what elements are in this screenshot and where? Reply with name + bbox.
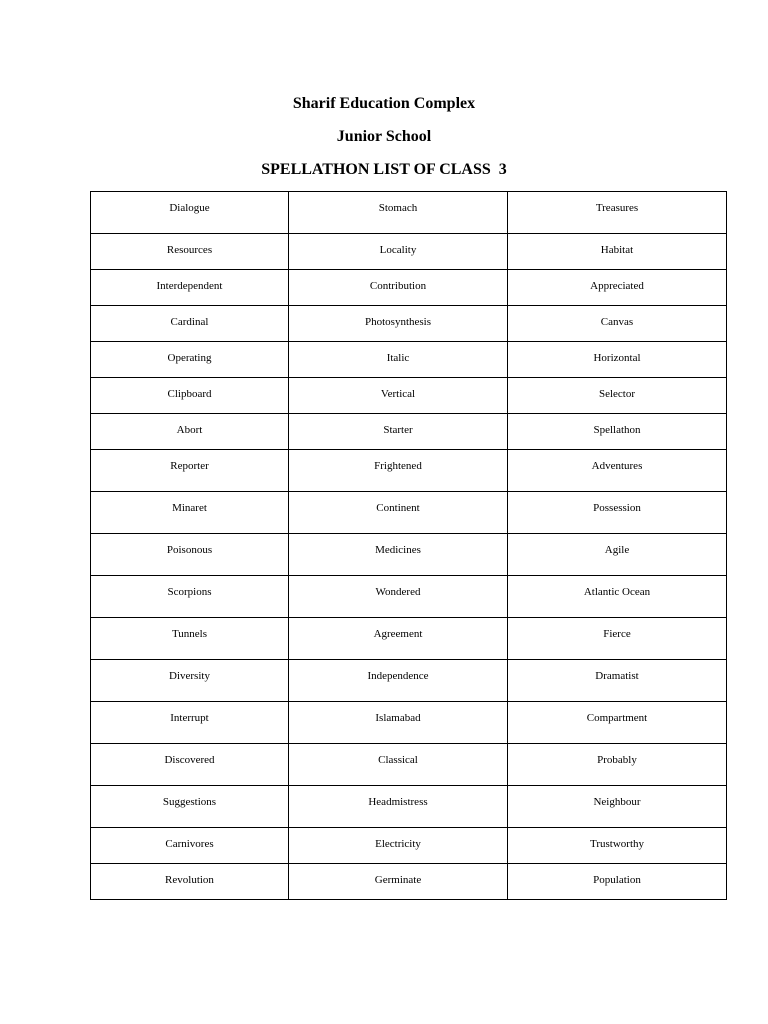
school-section: Junior School — [336, 128, 432, 145]
word-cell: Habitat — [508, 234, 727, 270]
word-cell: Spellathon — [508, 414, 727, 450]
word-cell: Poisonous — [91, 534, 289, 576]
word-cell: Horizontal — [508, 342, 727, 378]
table-row — [91, 414, 727, 450]
word-cell: Operating — [91, 342, 289, 378]
word-cell: Population — [508, 864, 727, 900]
word-cell: Dialogue — [91, 192, 289, 234]
word-cell: Photosynthesis — [289, 306, 508, 342]
word-cell: Diversity — [91, 660, 289, 702]
word-cell: Revolution — [91, 864, 289, 900]
word-cell: Atlantic Ocean — [508, 576, 727, 618]
word-cell: Scorpions — [91, 576, 289, 618]
table-row — [91, 492, 727, 534]
word-cell: Fierce — [508, 618, 727, 660]
word-cell: Agile — [508, 534, 727, 576]
word-cell: Reporter — [91, 450, 289, 492]
word-cell: Wondered — [289, 576, 508, 618]
word-cell: Headmistress — [289, 786, 508, 828]
table-row — [91, 744, 727, 786]
word-cell: Clipboard — [91, 378, 289, 414]
word-cell: Possession — [508, 492, 727, 534]
word-cell: Cardinal — [91, 306, 289, 342]
table-row — [91, 234, 727, 270]
word-cell: Discovered — [91, 744, 289, 786]
word-cell: Independence — [289, 660, 508, 702]
word-cell: Agreement — [289, 618, 508, 660]
table-row — [91, 342, 727, 378]
table-row — [91, 576, 727, 618]
word-cell: Canvas — [508, 306, 727, 342]
word-cell: Minaret — [91, 492, 289, 534]
table-row — [91, 660, 727, 702]
table-row — [91, 378, 727, 414]
word-cell: Classical — [289, 744, 508, 786]
word-cell: Germinate — [289, 864, 508, 900]
word-cell: Italic — [289, 342, 508, 378]
word-cell: Islamabad — [289, 702, 508, 744]
word-cell: Abort — [91, 414, 289, 450]
table-row — [91, 534, 727, 576]
table-row — [91, 828, 727, 864]
table-row — [91, 618, 727, 660]
word-cell: Compartment — [508, 702, 727, 744]
word-cell: Adventures — [508, 450, 727, 492]
word-cell: Medicines — [289, 534, 508, 576]
word-cell: Resources — [91, 234, 289, 270]
word-cell: Electricity — [289, 828, 508, 864]
word-cell: Probably — [508, 744, 727, 786]
word-table-body — [91, 192, 727, 900]
spelling-word-table — [90, 191, 727, 900]
word-cell: Vertical — [289, 378, 508, 414]
word-cell: Appreciated — [508, 270, 727, 306]
word-cell: Trustworthy — [508, 828, 727, 864]
word-cell: Carnivores — [91, 828, 289, 864]
list-heading: SPELLATHON LIST OF CLASS 3 — [261, 161, 507, 178]
table-row — [91, 702, 727, 744]
word-cell: Contribution — [289, 270, 508, 306]
table-row — [91, 786, 727, 828]
word-cell: Stomach — [289, 192, 508, 234]
school-name: Sharif Education Complex — [292, 95, 476, 112]
word-cell: Tunnels — [91, 618, 289, 660]
word-cell: Continent — [289, 492, 508, 534]
word-cell: Neighbour — [508, 786, 727, 828]
word-cell: Dramatist — [508, 660, 727, 702]
word-cell: Frightened — [289, 450, 508, 492]
table-row — [91, 306, 727, 342]
word-cell: Treasures — [508, 192, 727, 234]
word-cell: Interdependent — [91, 270, 289, 306]
word-cell: Interrupt — [91, 702, 289, 744]
word-cell: Starter — [289, 414, 508, 450]
table-row — [91, 864, 727, 900]
table-row — [91, 450, 727, 492]
table-row — [91, 192, 727, 234]
word-cell: Locality — [289, 234, 508, 270]
word-cell: Suggestions — [91, 786, 289, 828]
word-cell: Selector — [508, 378, 727, 414]
table-row — [91, 270, 727, 306]
